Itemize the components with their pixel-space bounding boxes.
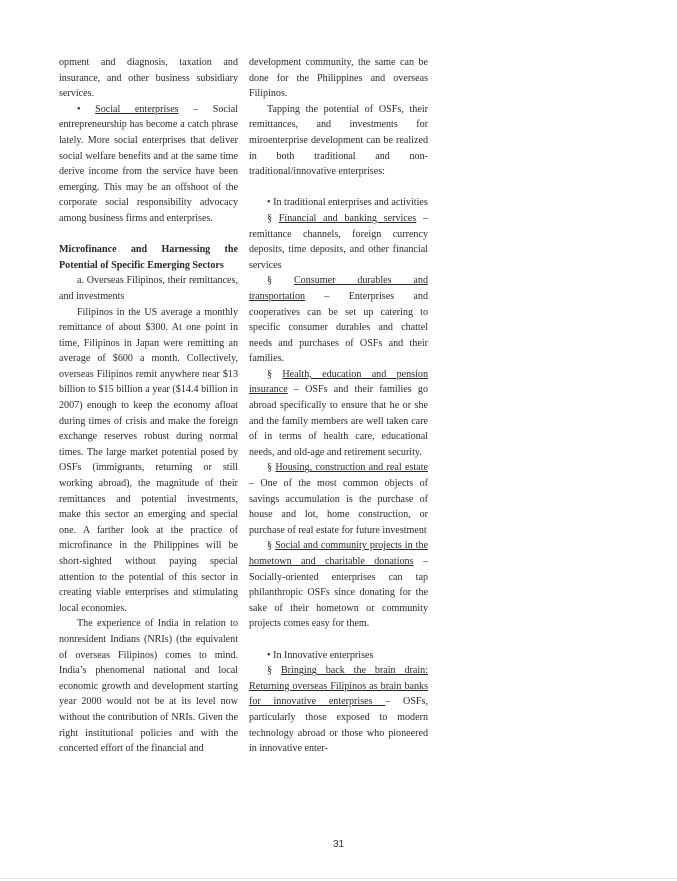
traditional-heading-text: In traditional enterprises and activities: [273, 197, 428, 209]
page-bottom-rule: [0, 878, 677, 879]
paragraph-services: opment and diagnosis, taxation and insurance, and other business subsidiary services.: [59, 57, 238, 100]
item-text: – OSFs and their families go abroad specifically to ensure that he or she and the family members are well taken care of in terms of health care, educational needs, and old-age and retirement security.: [249, 384, 428, 458]
item-label: Social and community projects in the hometown and charitable donations: [249, 540, 428, 567]
spacer: [59, 227, 238, 243]
paragraph-remittances: Filipinos in the US average a monthly remittance of about $300. At one point in time, Filipinos in Japan were remitting an average of $600 a month. Collectively, overseas Filipinos remit anywhere near $13 billion to $15 billion a year ($14.4 billion in 2007) enough to keep the economy afloat during times of crisis and make the foreign exchange reserves robust during normal times. The large market potential posed by OSFs (immigrants, returning or still working abroad), the magnitude of their remittances and potential investments, make this sector an emerging and special one. A farther look at the practice of microfinance in the Philippines will be short-sighted without paying special attention to the potential of this sector in creating viable enterprises and stimulating local economies.: [59, 306, 238, 614]
list-item: [249, 273, 428, 367]
bullet: •: [77, 103, 81, 115]
list-item: [249, 663, 428, 757]
item-label: Health, education and pension insurance: [249, 368, 428, 396]
bullet: •: [267, 649, 271, 661]
section-heading: Microfinance and Harnessing the Potential of Specific Emerging Sectors: [59, 244, 238, 271]
right-column: [249, 55, 428, 757]
item-text: – Enterprises and cooperatives can be set up catering to specific consumer durables and chattel needs and purchases of OSFs and their families.: [249, 290, 428, 365]
innovative-heading-text: In Innovative enterprises: [273, 649, 374, 661]
section-sign: §: [267, 368, 273, 380]
section-sign: §: [267, 275, 273, 287]
list-item: [249, 538, 428, 632]
social-enterprises-label: Social enterprises: [95, 103, 179, 115]
item-label: Bringing back the brain drain: Returning overseas Filipinos as brain banks for innovative enterprises: [249, 665, 429, 708]
subheading-overseas-filipinos: a. Overseas Filipinos, their remittances, and investments: [59, 275, 238, 302]
item-label: Housing, construction and real estate: [275, 462, 428, 474]
section-sign: §: [267, 212, 273, 224]
item-text: – One of the most common objects of savings accumulation is the purchase of house and lot, home construction, or purchase of real estate for future investment: [249, 478, 428, 536]
item-text: – OSFs, particularly those exposed to modern technology abroad or those who pioneered in innovative enter-: [249, 696, 428, 755]
section-sign: §: [267, 540, 273, 552]
list-item: [249, 211, 428, 273]
paragraph-social-enterprises: [59, 102, 238, 227]
page-number: 31: [332, 839, 345, 850]
spacer: [249, 632, 428, 648]
list-item: [249, 460, 428, 538]
paragraph-tapping-potential: Tapping the potential of OSFs, their remittances, and investments for miroenterprise development can be realized in both traditional and non-traditional/innovative enterprises:: [249, 103, 428, 178]
paragraph-development-community: development community, the same can be done for the Philippines and overseas Filipinos.: [249, 57, 428, 100]
item-label: Financial and banking services: [278, 212, 417, 224]
list-item: [249, 367, 428, 461]
item-text: – Socially-oriented enterprises can tap philanthropic OSFs since donating for the sake of their hometown or community projects comes easy for them.: [249, 556, 428, 630]
traditional-heading: [249, 195, 428, 211]
spacer: [249, 180, 428, 196]
section-sign: §: [267, 462, 273, 474]
left-column: [59, 55, 238, 757]
section-sign: §: [267, 665, 273, 677]
social-enterprises-text: – Social entrepreneurship has become a catch phrase lately. More social enterprises that deliver social welfare benefits and at the same time derive income from the service have been emerging. This may be an offshoot of the corporate social responsibility advocacy among business firms and enterprises.: [59, 103, 239, 224]
paragraph-india: The experience of India in relation to nonresident Indians (NRIs) (the equivalent of overseas Filipinos) comes to mind. India’s phenomenal national and local economic growth and development starting year 2000 would not be at its level now without the contribution of NRIs. Given the right institutional policies and with the concerted effort of the financial and: [59, 618, 238, 755]
innovative-heading: [249, 648, 428, 664]
item-text: – remittance channels, foreign currency deposits, time deposits, and other financial services: [249, 212, 428, 271]
item-label: Consumer durables and transportation: [249, 275, 429, 302]
bullet: •: [267, 197, 271, 209]
